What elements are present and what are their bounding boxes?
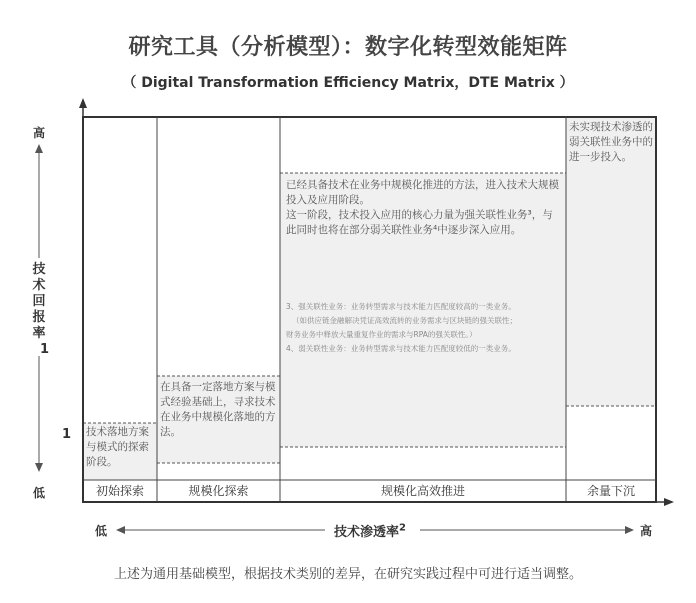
x-indicator-arrow-right [625,526,634,534]
cell-scale-exploration-text: 在具备一定落地方案与模式经验基础上，寻求技术在业务中规模化落地的方法。 [160,381,276,438]
column-label-initial-exploration: 初始探索 [95,484,144,498]
x-axis-title [334,521,406,540]
y-axis-high-label: 高 [33,126,46,140]
footnote-line-2: （如供应链金融解决凭证高效流转的业务需求与区块链的强关联性； [292,316,517,325]
y-axis-title-sup: 1 [40,342,50,357]
y-axis-title-text: 技术回报率 [32,262,46,341]
y-indicator-arrow-down [35,463,43,472]
cell-surplus-sinking-text: 未实现技术渗透的弱关联性业务中的进一步投入。 [569,121,653,163]
x-axis-high-label: 高 [640,524,653,538]
y-axis-title [30,262,48,358]
x-axis-title-text: 技术渗透率 [334,525,400,540]
x-indicator-arrow-left [116,526,125,534]
y-axis-arrowhead [79,98,87,108]
page-title: 研究工具（分析模型）：数字化转型效能矩阵 [128,35,568,60]
x-axis-title-sup: 2 [399,522,406,534]
y-axis-marker-label: 1 [62,427,72,442]
footnotes [286,300,564,356]
y-indicator-arrow-up [35,144,43,153]
footnote-line-1: 3、强关联性业务：业务转型需求与技术能力匹配度较高的一类业务。 [286,302,516,311]
cell-initial-exploration-text: 技术落地方案与模式的探索阶段。 [86,426,149,468]
footnote-line-4: 4、弱关联性业务：业务转型需求与技术能力匹配度较低的一类业务。 [286,344,516,353]
column-label-surplus-sinking: 余量下沉 [586,484,635,498]
y-axis-low-label: 低 [33,486,46,500]
x-axis-low-label: 低 [95,524,108,538]
page-subtitle: （ Digital Transformation Efficiency Matrix，DTE Matrix ） [122,75,574,91]
column-label-scale-exploration: 规模化探索 [188,484,249,498]
footer-note: 上述为通用基础模型，根据技术类别的差异，在研究实践过程中可进行适当调整。 [113,567,582,582]
x-axis-arrowhead [664,498,674,506]
footnote-line-3: 财务业务中释放大量重复作业的需求与RPA的强关联性。） [286,330,477,339]
column-label-scale-promotion: 规模化高效推进 [380,484,465,498]
cell-scale-promotion-text: 已经具备技术在业务中规模化推进的方法，进入技术大规模投入及应用阶段。 这一阶段，技术投入应用的核心力量为强关联性业务³，与此同时也将在部分弱关联性业务⁴中逐步深入应用。 [286,179,559,236]
